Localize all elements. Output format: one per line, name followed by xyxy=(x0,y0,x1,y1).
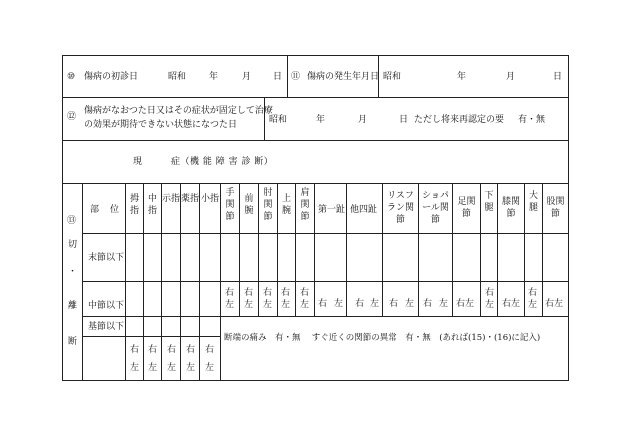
side-char: 断 xyxy=(68,337,78,347)
right-mark: 右 xyxy=(225,288,235,298)
onset-label: 傷病の発生年月日 xyxy=(307,72,380,82)
right-mark: 右 xyxy=(389,299,399,309)
date-day: 日 xyxy=(273,72,283,82)
header-ring-finger: 薬指 xyxy=(181,194,200,204)
date-year: 年 xyxy=(316,115,326,125)
stump-pain-note: 断端の痛み 有・無 すぐ近くの関節の異常 有・無 (あれば(15)・(16)に記入) xyxy=(224,333,541,343)
section-title: 現 症（機 能 障 害 診 断） xyxy=(133,157,274,167)
right-left-mark: 右左 xyxy=(545,299,564,309)
side-char: 切 xyxy=(68,240,78,250)
left-mark: 左 xyxy=(167,363,177,373)
date-era: 昭和 xyxy=(168,72,187,82)
left-mark: 左 xyxy=(244,300,254,310)
left-mark: 左 xyxy=(300,300,310,310)
header-other-toes: 他四趾 xyxy=(350,205,378,215)
header-lower-leg: 下腿 xyxy=(484,191,494,213)
first-visit-label: 傷病の初診日 xyxy=(84,72,139,82)
left-mark: 左 xyxy=(263,300,273,310)
cure-date-label-line2: の効果が期待できない状態になつた日 xyxy=(84,120,238,130)
header-part: 部 位 xyxy=(90,205,121,215)
date-day: 日 xyxy=(399,115,409,125)
right-mark: 右 xyxy=(205,345,215,355)
right-mark: 右 xyxy=(167,345,177,355)
date-month: 月 xyxy=(506,72,516,82)
date-month: 月 xyxy=(358,115,368,125)
header-thigh: 大腿 xyxy=(528,191,538,213)
header-lisfranc: リスフラン関節 xyxy=(386,191,414,225)
right-mark: 右 xyxy=(528,288,538,298)
right-mark: 右 xyxy=(318,299,328,309)
right-mark: 右 xyxy=(281,288,291,298)
right-mark: 右 xyxy=(485,288,495,298)
row-label-distal: 末節以下 xyxy=(88,253,125,263)
date-era: 昭和 xyxy=(269,115,288,125)
reassessment-choice: 有・無 xyxy=(518,115,546,125)
date-year: 年 xyxy=(457,72,467,82)
date-month: 月 xyxy=(242,72,252,82)
header-ankle: 足関節 xyxy=(457,197,476,219)
header-shoulder: 肩関節 xyxy=(300,188,310,222)
header-forearm: 前腕 xyxy=(244,194,254,216)
header-elbow: 肘関節 xyxy=(263,188,273,222)
header-index-finger: 示指 xyxy=(162,194,181,204)
cure-date-label-line1: 傷病がなおつた日又はその症状が固定して治療 xyxy=(84,106,273,116)
left-mark: 左 xyxy=(485,300,495,310)
left-mark: 左 xyxy=(439,299,449,309)
header-hip: 股関節 xyxy=(546,197,565,219)
right-mark: 右 xyxy=(130,345,140,355)
left-mark: 左 xyxy=(186,363,196,373)
left-mark: 左 xyxy=(130,363,140,373)
right-mark: 右 xyxy=(263,288,273,298)
left-mark: 左 xyxy=(334,299,344,309)
header-thumb: 拇指 xyxy=(129,194,139,216)
header-upper-arm: 上腕 xyxy=(281,194,291,216)
left-mark: 左 xyxy=(281,300,291,310)
reassessment-note: ただし将来再認定の要 xyxy=(414,115,505,125)
header-wrist: 手関節 xyxy=(225,188,235,222)
right-mark: 右 xyxy=(186,345,196,355)
left-mark: 左 xyxy=(225,300,235,310)
date-era: 昭和 xyxy=(383,72,402,82)
header-chopart: ショパール関節 xyxy=(422,191,449,225)
header-first-toe: 第一趾 xyxy=(318,205,346,215)
header-little-finger: 小指 xyxy=(200,194,219,204)
row-label-middle: 中節以下 xyxy=(88,301,125,311)
date-year: 年 xyxy=(209,72,219,82)
row-label-base: 基節以下 xyxy=(88,322,125,332)
header-knee: 膝関節 xyxy=(501,197,520,219)
right-mark: 右 xyxy=(300,288,310,298)
item-number: ⑬ xyxy=(67,216,77,226)
date-day: 日 xyxy=(553,72,563,82)
right-mark: 右 xyxy=(244,288,254,298)
side-char: ・ xyxy=(68,267,78,277)
item-number: ⑫ xyxy=(67,112,77,122)
right-mark: 右 xyxy=(423,299,433,309)
side-char: 離 xyxy=(68,301,78,311)
item-number: ⑩ xyxy=(67,72,76,82)
left-mark: 左 xyxy=(370,299,380,309)
left-mark: 左 xyxy=(528,300,538,310)
right-left-mark: 右左 xyxy=(456,299,475,309)
left-mark: 左 xyxy=(405,299,415,309)
item-number: ⑪ xyxy=(291,72,301,82)
right-mark: 右 xyxy=(148,345,158,355)
left-mark: 左 xyxy=(205,363,215,373)
right-left-mark: 右左 xyxy=(502,299,521,309)
left-mark: 左 xyxy=(148,363,158,373)
right-mark: 右 xyxy=(355,299,365,309)
header-middle-finger: 中指 xyxy=(147,194,157,216)
